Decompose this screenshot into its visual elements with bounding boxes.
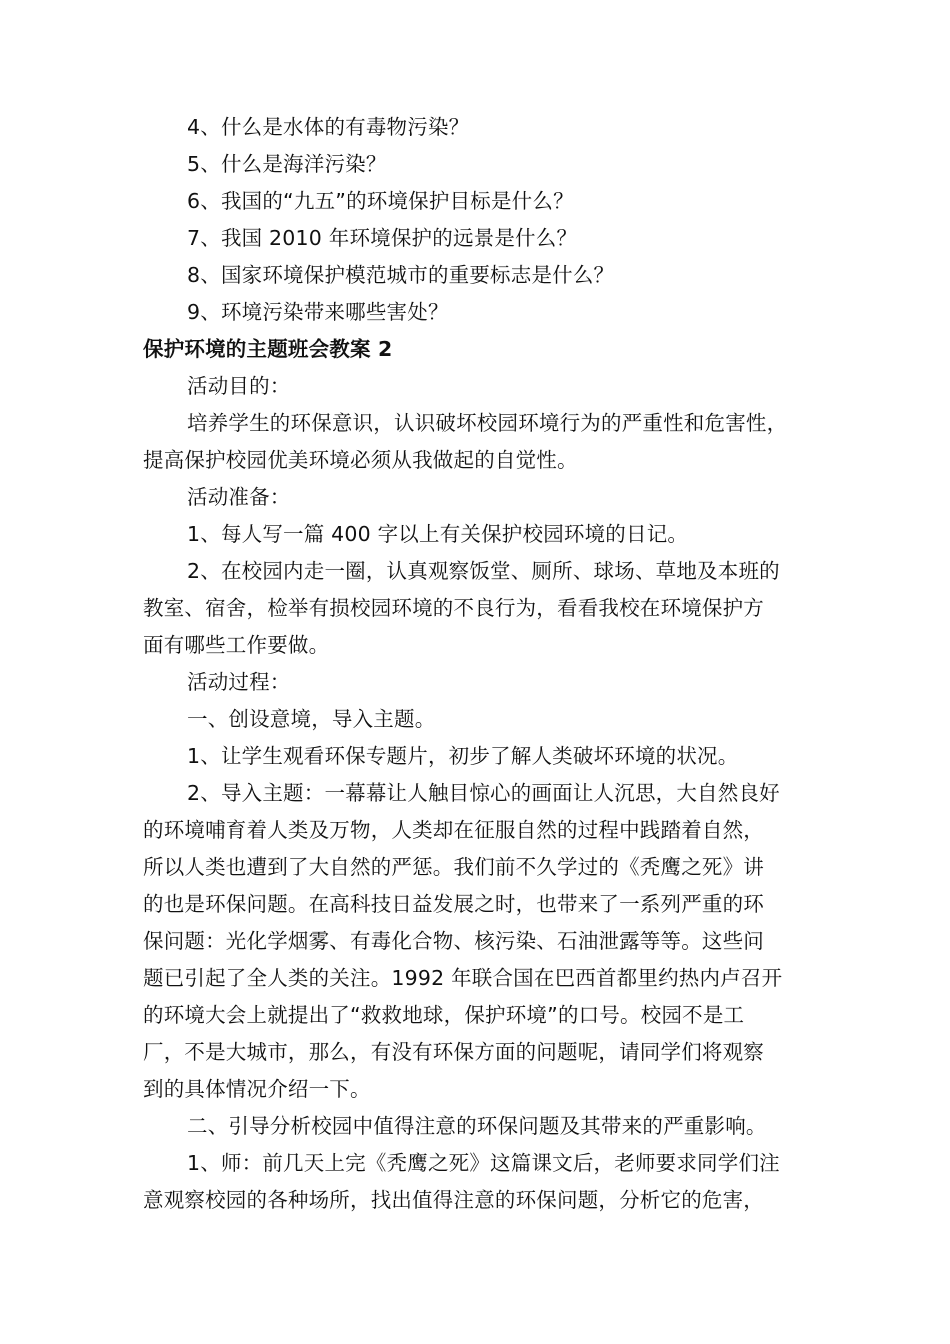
section-title: 保护环境的主题班会教案 2 (143, 337, 393, 361)
question-item-8: 8、国家环境保护模范城市的重要标志是什么？ (187, 263, 615, 287)
document-body (143, 109, 808, 1219)
question-item-9: 9、环境污染带来哪些害处？ (187, 300, 449, 324)
purpose-heading: 活动目的： (187, 374, 291, 398)
step-one-item-2-line-3: 所以人类也遭到了大自然的严惩。我们前不久学过的《秃鹰之死》讲 (143, 855, 764, 879)
step-one-item-2-line-2: 的环境哺育着人类及万物，人类却在征服自然的过程中践踏着自然， (143, 818, 764, 842)
question-item-5: 5、什么是海洋污染？ (187, 152, 387, 176)
question-item-7: 7、我国 2010 年环境保护的远景是什么？ (187, 226, 578, 250)
step-one-item-2-line-1: 2、导入主题：一幕幕让人触目惊心的画面让人沉思，大自然良好 (187, 781, 780, 805)
purpose-text-line-1: 培养学生的环保意识，认识破坏校园环境行为的严重性和危害性， (187, 411, 788, 435)
step-one-item-2-line-6: 题已引起了全人类的关注。1992 年联合国在巴西首都里约热内卢召开 (143, 966, 783, 990)
question-item-6: 6、我国的“九五”的环境保护目标是什么？ (187, 189, 574, 213)
process-heading: 活动过程： (187, 670, 291, 694)
prep-item-1: 1、每人写一篇 400 字以上有关保护校园环境的日记。 (187, 522, 689, 546)
step-two-heading: 二、引导分析校园中值得注意的环保问题及其带来的严重影响。 (187, 1114, 767, 1138)
prep-item-2-line-3: 面有哪些工作要做。 (143, 633, 330, 657)
prep-heading: 活动准备： (187, 485, 291, 509)
step-one-item-2-line-9: 到的具体情况介绍一下。 (143, 1077, 371, 1101)
step-one-item-2-line-5: 保问题：光化学烟雾、有毒化合物、核污染、石油泄露等等。这些问 (143, 929, 764, 953)
prep-item-2-line-1: 2、在校园内走一圈，认真观察饭堂、厕所、球场、草地及本班的 (187, 559, 780, 583)
step-one-item-2-line-8: 厂，不是大城市，那么，有没有环保方面的问题呢，请同学们将观察 (143, 1040, 764, 1064)
question-item-4: 4、什么是水体的有毒物污染？ (187, 115, 470, 139)
step-two-item-1-line-2: 意观察校园的各种场所，找出值得注意的环保问题，分析它的危害， (143, 1188, 764, 1212)
prep-item-2-line-2: 教室、宿舍，检举有损校园环境的不良行为，看看我校在环境保护方 (143, 596, 764, 620)
step-one-item-2-line-7: 的环境大会上就提出了“救救地球，保护环境”的口号。校园不是工 (143, 1003, 745, 1027)
step-two-item-1-line-1: 1、师：前几天上完《秃鹰之死》这篇课文后，老师要求同学们注 (187, 1151, 780, 1175)
purpose-text-line-2: 提高保护校园优美环境必须从我做起的自觉性。 (143, 448, 578, 472)
step-one-item-2-line-4: 的也是环保问题。在高科技日益发展之时，也带来了一系列严重的环 (143, 892, 764, 916)
step-one-item-1: 1、让学生观看环保专题片，初步了解人类破坏环境的状况。 (187, 744, 739, 768)
step-one-heading: 一、创设意境，导入主题。 (187, 707, 436, 731)
